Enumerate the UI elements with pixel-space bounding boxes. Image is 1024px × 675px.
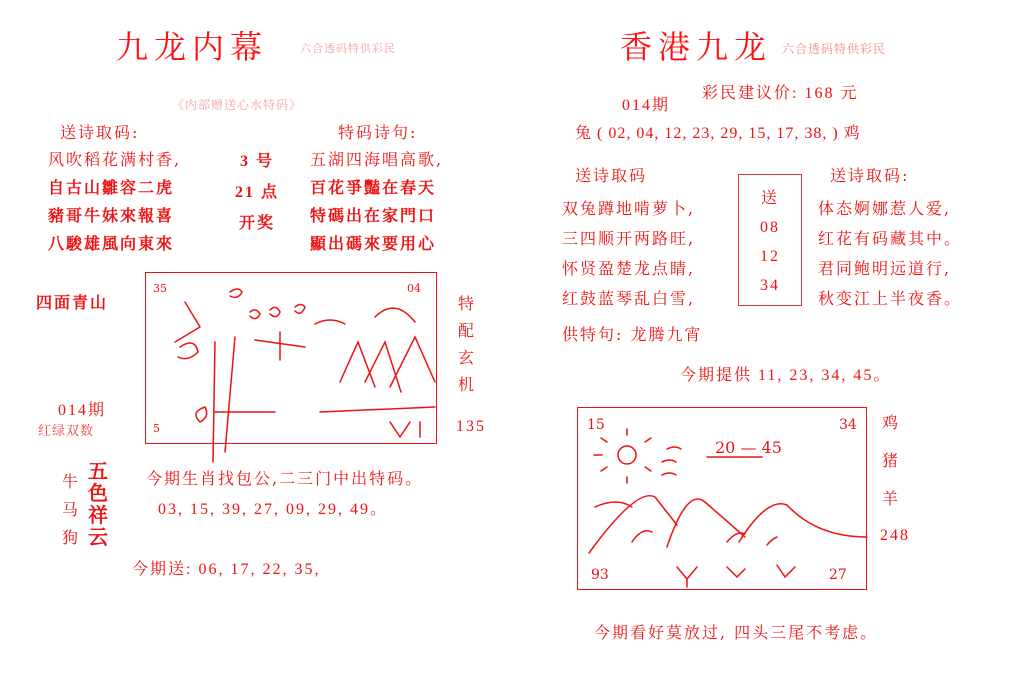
vertical-char: 特 <box>458 294 477 313</box>
poem-line: 红花有码藏其中。 <box>818 229 963 248</box>
poem-line: 秋变江上半夜香。 <box>818 289 963 308</box>
right-period: 014期 <box>622 97 671 114</box>
draw-number: 3 号 <box>239 153 274 170</box>
right-drawing-middle: 20 — 45 <box>715 438 782 457</box>
left-numbers: 03, 15, 39, 27, 09, 29, 49。 <box>158 501 389 518</box>
poem-line: 体态婀娜惹人爱, <box>818 199 952 218</box>
left-side-label: 四面青山 <box>36 293 109 312</box>
zodiac: 狗 <box>62 528 81 547</box>
draw-time: 21 点 <box>234 184 279 201</box>
vertical-char: 云 <box>88 525 108 549</box>
poem-line: 三四顺开两路旺, <box>562 229 696 248</box>
right-drawing-bottom-left: 93 <box>591 567 609 583</box>
left-banner: 《内部赠送心水特码》 <box>172 98 303 112</box>
poem-line: 君同鲍明远道行, <box>818 259 952 278</box>
right-drawing-bottom-right: 27 <box>829 567 847 583</box>
left-drawing-bottom-left: 5 <box>153 422 160 435</box>
poem-line: 顯出碼來要用心 <box>310 234 437 253</box>
right-poem-right <box>818 194 962 314</box>
draw-label: 开奖 <box>238 215 275 232</box>
poem-line: 八駿雄風向東來 <box>48 234 175 253</box>
vertical-char: 色 <box>88 481 108 505</box>
poem-line: 红鼓蓝琴乱白雪, <box>562 289 696 308</box>
poem-line: 双兔蹲地啃萝卜, <box>562 199 696 218</box>
left-period: 014期 <box>58 402 107 419</box>
left-vertical-number: 135 <box>456 418 486 435</box>
right-poem-left <box>562 194 695 314</box>
vertical-char: 玄 <box>458 348 477 367</box>
right-provide: 今期提供 11, 23, 34, 45。 <box>680 367 892 384</box>
poem-line: 特碼出在家門口 <box>310 206 437 225</box>
right-poem-right-heading: 送诗取码: <box>830 166 910 185</box>
poem-line: 自古山雛容二虎 <box>48 178 175 197</box>
vertical-char: 机 <box>458 375 477 394</box>
poem-line: 百花爭豔在春天 <box>310 178 437 197</box>
send-number: 34 <box>760 277 780 294</box>
right-vertical-label <box>882 404 900 518</box>
left-send: 今期送: 06, 17, 22, 35, <box>132 561 321 578</box>
left-draw-info <box>232 146 282 239</box>
send-number: 12 <box>760 248 780 265</box>
right-footer: 今期看好莫放过, 四头三尾不考虑。 <box>594 623 879 642</box>
left-period-sub: 红绿双数 <box>38 424 95 439</box>
right-drawing-sketch <box>577 407 867 591</box>
vertical-char: 祥 <box>88 503 108 527</box>
poem-line: 风吹稻花满村香, <box>48 150 182 169</box>
vertical-char: 五 <box>88 459 108 483</box>
right-special-phrase: 供特句: 龙腾九宵 <box>562 325 703 344</box>
right-drawing-top-right: 34 <box>839 417 857 433</box>
right-vertical-number: 248 <box>880 527 910 544</box>
left-drawing-sketch <box>145 272 437 444</box>
poem-line: 五湖四海唱高歌, <box>310 150 444 169</box>
left-zodiac-list <box>62 468 80 552</box>
left-drawing-top-right: 04 <box>407 282 421 295</box>
left-drawing-top-left: 35 <box>153 282 167 295</box>
vertical-char: 鸡 <box>882 413 901 432</box>
zodiac: 马 <box>62 500 81 519</box>
zodiac: 牛 <box>62 472 81 491</box>
left-five-colors <box>88 460 108 548</box>
vertical-char: 猪 <box>882 451 901 470</box>
left-title: 九龙内幕 <box>116 28 269 66</box>
send-number: 08 <box>760 219 780 236</box>
vertical-char: 羊 <box>882 489 901 508</box>
left-sentence: 今期生肖找包公,二三门中出特码。 <box>146 469 424 488</box>
right-poem-left-heading: 送诗取码 <box>575 166 648 185</box>
left-poem-send <box>48 146 181 258</box>
left-title-subtitle: 六合透码特供彩民 <box>300 42 396 55</box>
poem-line: 怀贤盈楚龙点睛, <box>562 259 696 278</box>
poem-line: 豬哥牛妹來報喜 <box>48 206 175 225</box>
send-label: 送 <box>760 190 779 207</box>
left-poem-send-heading: 送诗取码: <box>60 123 140 142</box>
left-poem-special-heading: 特码诗句: <box>338 123 418 142</box>
right-send-box-content <box>738 184 802 300</box>
right-title: 香港九龙 <box>620 28 773 66</box>
vertical-char: 配 <box>458 321 477 340</box>
right-drawing-top-left: 15 <box>587 417 605 433</box>
left-vertical-label <box>458 290 476 398</box>
right-title-subtitle: 六合透码特供彩民 <box>782 42 887 56</box>
right-price: 彩民建议价: 168 元 <box>702 85 859 102</box>
left-poem-special <box>310 146 443 258</box>
right-range-line: 兔 ( 02, 04, 12, 23, 29, 15, 17, 38, ) 鸡 <box>575 125 861 142</box>
